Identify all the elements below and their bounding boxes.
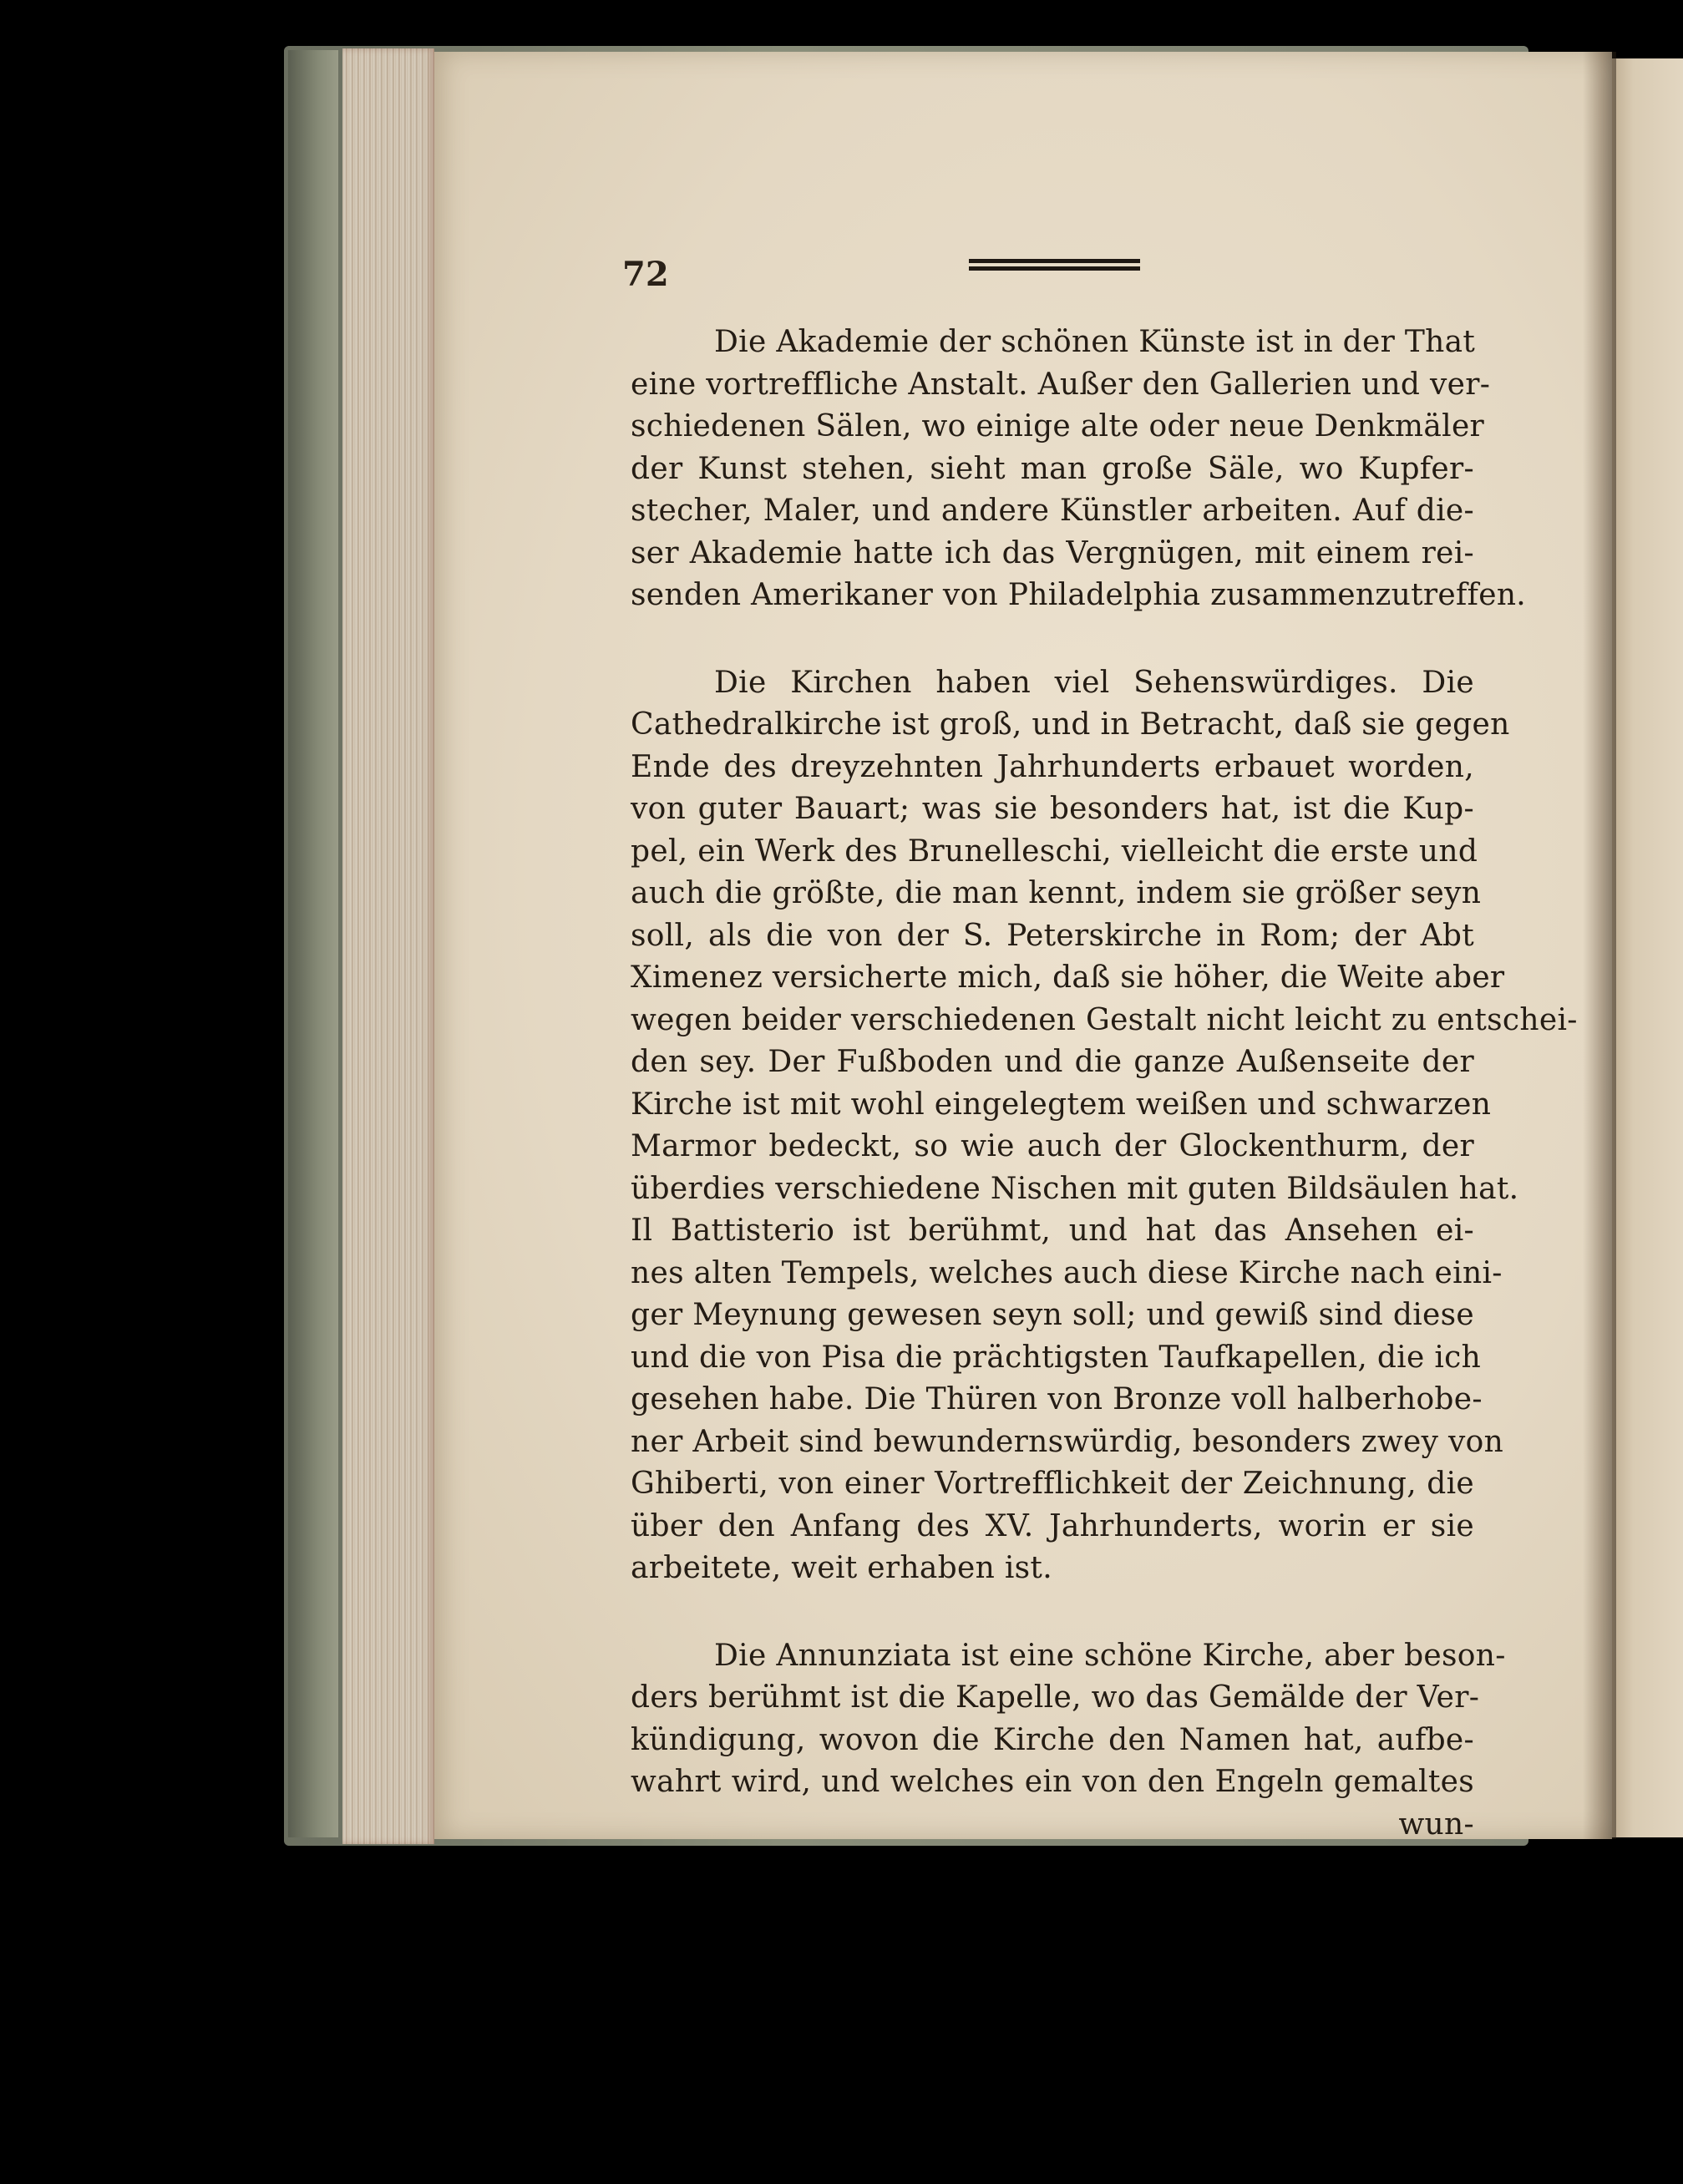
text-line: pel, ein Werk des Brunelleschi, vielleicht die erste und [631,834,1478,869]
text-line: Die Kirchen haben viel Sehenswürdiges. Die [714,665,1474,700]
text-line: stecher, Maler, und andere Künstler arbeiten. Auf die- [631,494,1474,528]
header-rule [969,259,1140,281]
text-line: Marmor bedeckt, so wie auch der Glockenthurm, der [631,1129,1474,1163]
paragraph-academy [631,322,1527,617]
text-line: senden Amerikaner von Philadelphia zusammenzutreffen. [631,578,1527,612]
book-spine [288,50,338,1837]
paragraph-churches [631,662,1578,1590]
text-line: Die Annunziata ist eine schöne Kirche, aber beson- [714,1638,1506,1673]
text-line: wegen beider verschiedenen Gestalt nicht leicht zu entschei- [631,1002,1578,1037]
text-line: und die von Pisa die prächtigsten Taufkapellen, die ich [631,1340,1482,1375]
text-line: Ghiberti, von einer Vortrefflichkeit der Zeichnung, die [631,1467,1474,1501]
text-line: ser Akademie hatte ich das Vergnügen, mit einem rei- [631,535,1474,570]
text-line: überdies verschiedene Nischen mit guten Bildsäulen hat. [631,1171,1519,1206]
body-text [631,322,1578,1846]
page-gutter [1583,52,1616,1839]
paragraph-annunziata [631,1635,1506,1847]
page-number: 72 [622,255,669,294]
text-line: Ximenez versicherte mich, daß sie höher, die Weite aber [631,960,1505,995]
text-line: soll, als die von der S. Peterskirche in Rom; der Abt [631,918,1474,953]
text-line: ger Meynung gewesen seyn soll; und gewiß sind diese [631,1298,1474,1332]
text-line: Ende des dreyzehnten Jahrhunderts erbauet worden, [631,749,1474,784]
text-line: über den Anfang des XV. Jahrhunderts, worin er sie [631,1508,1474,1543]
text-line: ner Arbeit sind bewundernswürdig, besonders zwey von [631,1424,1504,1459]
text-line: arbeitete, weit erhaben ist. [631,1551,1052,1585]
text-line: Cathedralkirche ist groß, und in Betracht, daß sie gegen [631,707,1510,742]
text-line: den sey. Der Fußboden und die ganze Außenseite der [631,1045,1474,1079]
text-line: Die Akademie der schönen Künste ist in der That [714,325,1476,359]
text-line: ders berühmt ist die Kapelle, wo das Gemälde der Ver- [631,1680,1480,1715]
text-line: der Kunst stehen, sieht man große Säle, wo Kupfer- [631,451,1474,486]
text-line: schiedenen Sälen, wo einige alte oder neue Denkmäler [631,409,1485,443]
catchword: wun- [1398,1806,1474,1842]
text-line: Il Battisterio ist berühmt, und hat das Ansehen ei- [631,1214,1474,1248]
text-line: von guter Bauart; was sie besonders hat, ist die Kup- [631,792,1474,826]
facing-page-edge [1612,58,1683,1837]
text-line: nes alten Tempels, welches auch diese Kirche nach eini- [631,1255,1503,1290]
page-edges [342,48,434,1844]
text-line: auch die größte, die man kennt, indem sie größer seyn [631,876,1482,910]
text-line: wahrt wird, und welches ein von den Engeln gemaltes [631,1765,1474,1799]
text-line: kündigung, wovon die Kirche den Namen hat, aufbe- [631,1722,1474,1757]
text-line: Kirche ist mit wohl eingelegtem weißen und schwarzen [631,1087,1492,1122]
text-line: eine vortreffliche Anstalt. Außer den Gallerien und ver- [631,367,1491,402]
text-line: gesehen habe. Die Thüren von Bronze voll halberhobe- [631,1382,1483,1416]
